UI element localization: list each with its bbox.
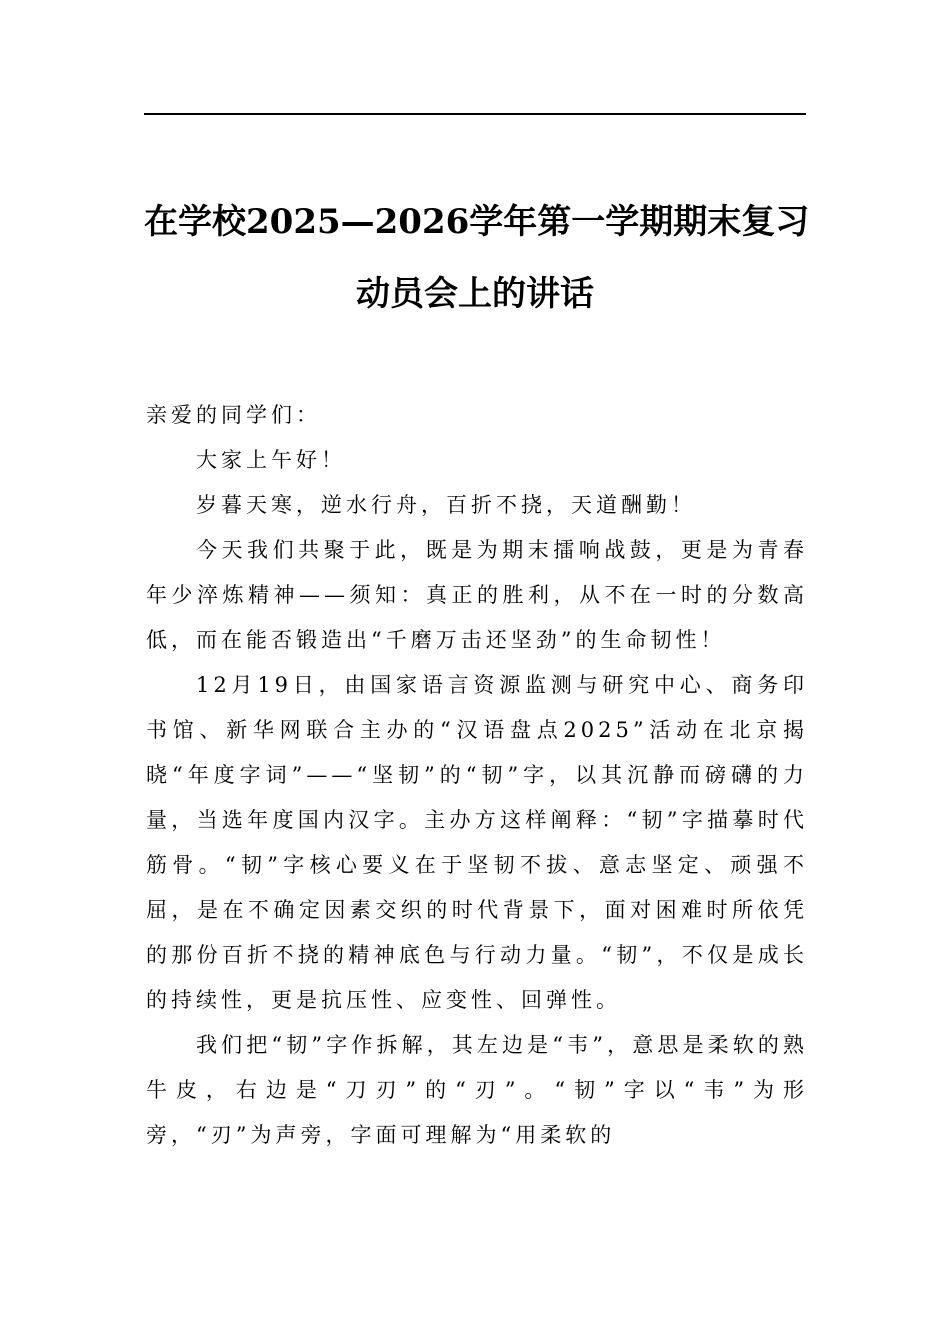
- title-line-2: 动员会上的讲话: [356, 274, 594, 314]
- paragraph-word-of-year: 12月19日，由国家语言资源监测与研究中心、商务印书馆、新华网联合主办的“汉语盘点2025”活动在北京揭晓“年度字词”——“坚韧”的“韧”字，以其沉静而磅礴的力量，当选年度国内汉字。主办方这样阐释：“韧”字描摹时代筋骨。“韧”字核心要义在于坚韧不拔、意志坚定、顽强不屈，是在不确定因素交织的时代背景下，面对困难时所依凭的那份百折不挠的精神底色与行动力量。“韧”，不仅是成长的持续性，更是抗压性、应变性、回弹性。: [146, 673, 808, 1012]
- title-line-1: 在学校2025—2026学年第一学期期末复习: [144, 202, 810, 242]
- header-rule: [144, 113, 806, 115]
- paragraph-greeting: 大家上午好！: [196, 448, 346, 472]
- paragraph-character-analysis: 我们把“韧”字作拆解，其左边是“韦”，意思是柔软的熟牛皮，右边是“刀刃”的“刃”。“韧”字以“韦”为形旁，“刃”为声旁，字面可理解为“用柔软的: [146, 1033, 808, 1147]
- salutation: 亲爱的同学们：: [146, 403, 321, 427]
- document-body: [146, 393, 808, 1158]
- paragraph-intro: 今天我们共聚于此，既是为期末擂响战鼓，更是为青春年少淬炼精神——须知：真正的胜利，从不在一时的分数高低，而在能否锻造出“千磨万击还坚劲”的生命韧性！: [146, 538, 808, 652]
- document-title: [144, 186, 810, 330]
- paragraph-motto: 岁暮天寒，逆水行舟，百折不挠，天道酬勤！: [196, 493, 696, 517]
